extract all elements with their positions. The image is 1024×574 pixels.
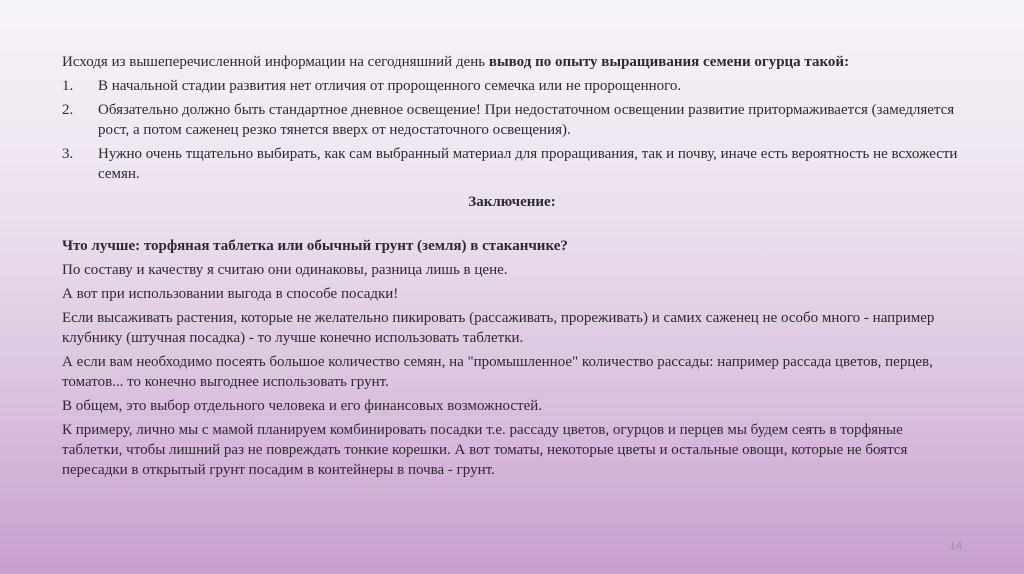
conclusion-heading: Заключение: [468, 194, 556, 210]
page-number: 14 [949, 540, 962, 552]
findings-list [62, 76, 962, 184]
intro-bold-text: вывод по опыту выращивания семени огурца такой: [488, 54, 850, 70]
list-item [62, 76, 962, 96]
intro-paragraph [62, 52, 962, 72]
paragraph: В общем, это выбор отдельного человека и его финансовых возможностей. [62, 398, 543, 414]
list-item-text: В начальной стадии развития нет отличия от пророщенного семечка или не пророщенного. [98, 78, 682, 94]
paragraph: А если вам необходимо посеять большое количество семян, на "промышленное" количество рассады: например рассада цветов, перцев, томатов... то конечно выгоднее использовать грунт. [62, 354, 933, 390]
list-item-text: Нужно очень тщательно выбирать, как сам выбранный материал для проращивания, так и почву, иначе есть вероятность не всхожести семян. [98, 146, 958, 182]
list-item-number: 3. [62, 146, 74, 162]
list-item-number: 2. [62, 102, 74, 118]
slide-content [62, 52, 962, 484]
paragraph: По составу и качеству я считаю они одинаковы, разница лишь в цене. [62, 262, 508, 278]
list-item [62, 144, 962, 184]
list-item-text: Обязательно должно быть стандартное дневное освещение! При недостаточном освещении развитие притормаживается (замедляется рост, а потом саженец резко тянется вверх от недостаточного освещения). [98, 102, 955, 138]
question-heading: Что лучше: торфяная таблетка или обычный грунт (земля) в стаканчике? [62, 238, 568, 254]
list-item [62, 100, 962, 140]
paragraph: А вот при использовании выгода в способе посадки! [62, 286, 399, 302]
list-item-number: 1. [62, 78, 74, 94]
paragraph: К примеру, лично мы с мамой планируем комбинировать посадки т.е. рассаду цветов, огурцов и перцев мы будем сеять в торфяные таблетки, чтобы лишний раз не повреждать тонкие корешки. А вот томаты, некоторые цветы и остальные овощи, которые не боятся пересадки в открытый грунт посадим в контейнеры в почва - грунт. [62, 422, 908, 478]
intro-text: Исходя из вышеперечисленной информации на сегодняшний день [62, 54, 489, 70]
paragraph: Если высаживать растения, которые не желательно пикировать (рассаживать, прореживать) и самих саженец не особо много - например клубнику (штучная посадка) - то лучше конечно использовать таблетки. [62, 310, 935, 346]
